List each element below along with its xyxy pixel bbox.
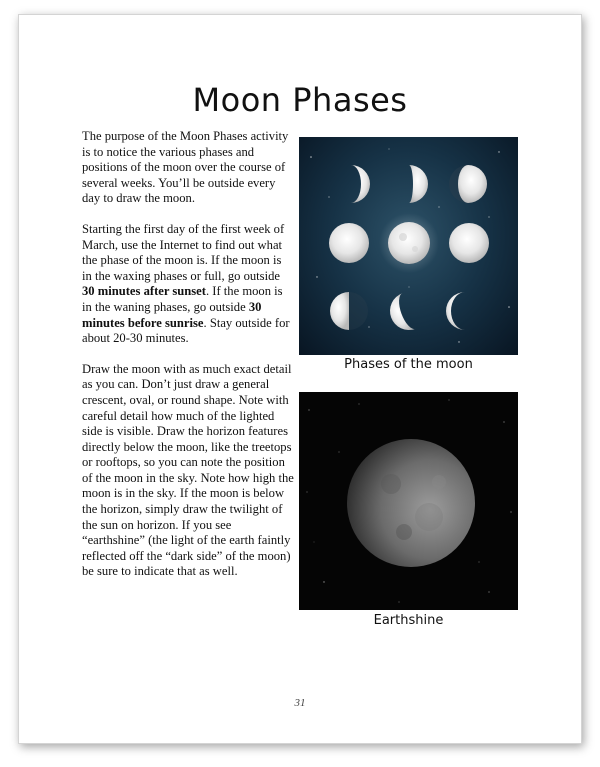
last-quarter-moon <box>330 292 368 330</box>
timing-bold-after-sunset: 30 minutes after sunset <box>82 284 206 299</box>
earthshine-moon <box>347 439 475 567</box>
first-quarter-moon <box>409 165 428 203</box>
timing-text-2: . If the moon is in the waning phases, go outside <box>82 284 283 314</box>
caption-moon-phases: Phases of the moon <box>344 357 473 372</box>
page-number: 31 <box>294 697 306 709</box>
paragraph-timing <box>82 222 294 347</box>
timing-text-1: Starting the first day of the first week of March, use the Internet to find out what the phase of the moon is. If the moon is in the waxing phases or full, go outside <box>82 221 285 283</box>
waning-crescent-moon <box>385 293 416 335</box>
gibbous-moon-left <box>329 223 369 263</box>
paragraph-drawing <box>82 362 294 580</box>
paragraph-drawing-text: Draw the moon with as much exact detail as you can. Don’t just draw a general crescent, oval, or round shape. Note with careful detail how much of the lighted side is visible. Draw the horizon features directly below the moon, like the treetops or rooftops, so you can note the position of the moon in the sky. Note how high the moon is in the sky. If the moon is below the horizon, simply draw the twilight of the sun on horizon. If you see “earthshine” (the light of the earth faintly reflected off the “dark side” of the moon) be sure to indicate that as well. <box>82 361 294 579</box>
moon-phases-graphic <box>299 137 518 355</box>
timing-text-3: . Stay outside for about 20-30 minutes. <box>82 315 290 346</box>
full-moon <box>379 213 439 273</box>
paragraph-intro-text: The purpose of the Moon Phases activity is to notice the various phases and positions of the moon over the course of several weeks. You’ll be outside every day to draw the moon. <box>82 129 289 206</box>
waxing-gibbous-moon <box>449 165 487 203</box>
document-page <box>18 14 582 744</box>
timing-bold-before-sunrise: 30 minutes before sunrise <box>82 299 262 330</box>
body-text-column <box>82 129 294 595</box>
paragraph-intro <box>82 129 294 207</box>
thin-crescent-moon <box>446 292 465 330</box>
caption-earthshine: Earthshine <box>373 613 444 628</box>
waxing-crescent-moon <box>351 165 370 203</box>
page-title: Moon Phases <box>192 81 408 119</box>
earthshine-image <box>299 392 518 610</box>
gibbous-moon-right <box>449 223 489 263</box>
moon-phases-image <box>299 137 518 355</box>
earthshine-graphic <box>299 392 518 610</box>
